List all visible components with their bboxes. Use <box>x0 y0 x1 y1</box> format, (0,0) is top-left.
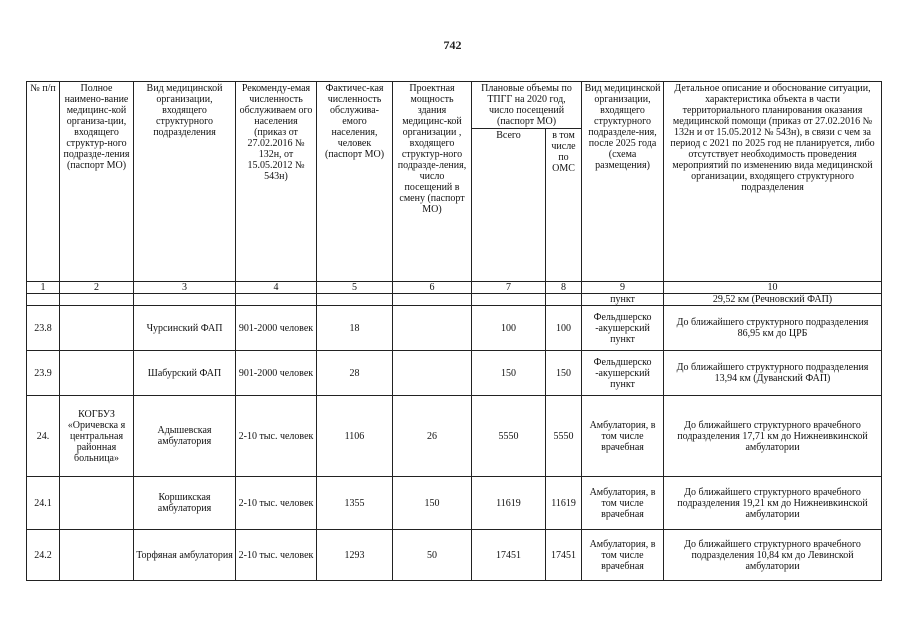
cell-oms: 11619 <box>546 477 582 530</box>
cell-kind: Коршикская амбулатория <box>134 477 236 530</box>
cell-recommended: 901-2000 человек <box>236 351 317 396</box>
cell-actual: 1355 <box>317 477 393 530</box>
cell-actual: 28 <box>317 351 393 396</box>
cell-kind-after: Амбулатория, в том числе врачебная <box>582 477 664 530</box>
cell-total: 150 <box>472 351 546 396</box>
cell-description: До ближайшего структурного врачебного подразделения 10,84 км до Левинской амбулатории <box>664 530 882 581</box>
table-row <box>27 477 882 530</box>
cell-organization <box>60 530 134 581</box>
cell-description: До ближайшего структурного подразделения 13,94 км (Дуванский ФАП) <box>664 351 882 396</box>
table-row <box>27 530 882 581</box>
cell-description: 29,52 км (Речновский ФАП) <box>664 294 882 306</box>
cell-oms: 17451 <box>546 530 582 581</box>
cell-capacity <box>393 306 472 351</box>
cell-total: 5550 <box>472 396 546 477</box>
column-number: 3 <box>134 282 236 294</box>
cell-number: 24. <box>27 396 60 477</box>
header-total: Всего <box>472 129 546 282</box>
cell-actual: 1293 <box>317 530 393 581</box>
header-row <box>27 82 882 129</box>
cell-recommended: 2-10 тыс. человек <box>236 396 317 477</box>
cell-number: 24.2 <box>27 530 60 581</box>
cell-capacity <box>393 351 472 396</box>
cell-oms: 150 <box>546 351 582 396</box>
cell-kind-after: Амбулатория, в том числе врачебная <box>582 530 664 581</box>
header-planned-volumes: Плановые объемы по ТПГГ на 2020 год, число посещений (паспорт МО) <box>472 82 582 129</box>
cell-kind-after: Амбулатория, в том числе врачебная <box>582 396 664 477</box>
column-number: 5 <box>317 282 393 294</box>
table-row <box>27 396 882 477</box>
cell-kind: Шабурский ФАП <box>134 351 236 396</box>
cell-oms: 5550 <box>546 396 582 477</box>
cell-description: До ближайшего структурного врачебного подразделения 17,71 км до Нижнеивкинской амбулатории <box>664 396 882 477</box>
cell-description: До ближайшего структурного врачебного подразделения 19,21 км до Нижнеивкинской амбулатории <box>664 477 882 530</box>
cell-recommended: 2-10 тыс. человек <box>236 477 317 530</box>
table-row <box>27 306 882 351</box>
cell-description: До ближайшего структурного подразделения 86,95 км до ЦРБ <box>664 306 882 351</box>
cell-organization <box>60 351 134 396</box>
cell-number: 23.8 <box>27 306 60 351</box>
column-number: 6 <box>393 282 472 294</box>
header-oms: в том числе по ОМС <box>546 129 582 282</box>
cell-actual: 18 <box>317 306 393 351</box>
cell-kind-after: Фельдшерско -акушерский пункт <box>582 351 664 396</box>
column-number: 7 <box>472 282 546 294</box>
column-number: 2 <box>60 282 134 294</box>
table-row <box>27 351 882 396</box>
cell-kind: Адышевская амбулатория <box>134 396 236 477</box>
column-number: 9 <box>582 282 664 294</box>
column-number: 4 <box>236 282 317 294</box>
header-description: Детальное описание и обоснование ситуации, характеристика объекта в части территориального планирования оказания медицинской помощи (приказ от 27.02.2016 № 132н и от 15.05.2012 № 543н), в связи с чем за период с 2021 по 2025 год не планируется, либо отсутствует необходимость проведения мероприятий по изменению вида медицинской организации, входящего структурного подразделения <box>664 82 882 282</box>
cell-capacity: 26 <box>393 396 472 477</box>
cell-number: 23.9 <box>27 351 60 396</box>
column-number: 8 <box>546 282 582 294</box>
cell-capacity: 150 <box>393 477 472 530</box>
header-number: № п/п <box>27 82 60 282</box>
header-organization-kind: Вид медицинской организации, входящего структурного подразделения <box>134 82 236 282</box>
cell-kind: Чурсинский ФАП <box>134 306 236 351</box>
continuation-row <box>27 294 882 306</box>
header-design-capacity: Проектная мощность здания медицинс-кой организации , входящего структур-ного подразде-ления, число посещений в смену (паспорт МО) <box>393 82 472 282</box>
cell-total: 17451 <box>472 530 546 581</box>
cell-total: 100 <box>472 306 546 351</box>
cell-number: 24.1 <box>27 477 60 530</box>
cell-organization <box>60 477 134 530</box>
medical-organizations-table <box>26 81 882 581</box>
cell-oms: 100 <box>546 306 582 351</box>
page-number: 742 <box>443 38 462 52</box>
header-actual-population: Фактичес-кая численность обслужива-емого населения, человек (паспорт МО) <box>317 82 393 282</box>
cell-recommended: 2-10 тыс. человек <box>236 530 317 581</box>
column-number: 10 <box>664 282 882 294</box>
column-number-row <box>27 282 882 294</box>
cell-organization: КОГБУЗ «Оричевска я центральная районная больница» <box>60 396 134 477</box>
cell-kind-after: пункт <box>582 294 664 306</box>
cell-kind: Торфяная амбулатория <box>134 530 236 581</box>
cell-organization <box>60 306 134 351</box>
cell-capacity: 50 <box>393 530 472 581</box>
cell-recommended: 901-2000 человек <box>236 306 317 351</box>
header-recommended-population: Рекоменду-емая численность обслуживаем ого населения (приказ от 27.02.2016 № 132н, от 15.05.2012 № 543н) <box>236 82 317 282</box>
cell-actual: 1106 <box>317 396 393 477</box>
cell-total: 11619 <box>472 477 546 530</box>
column-number: 1 <box>27 282 60 294</box>
header-organization-name: Полное наимено-вание медицинс-кой организа-ции, входящего структур-ного подразде-ления (паспорт МО) <box>60 82 134 282</box>
header-kind-after-2025: Вид медицинской организации, входящего структурного подразделе-ния, после 2025 года (схема размещения) <box>582 82 664 282</box>
cell-kind-after: Фельдшерско -акушерский пункт <box>582 306 664 351</box>
